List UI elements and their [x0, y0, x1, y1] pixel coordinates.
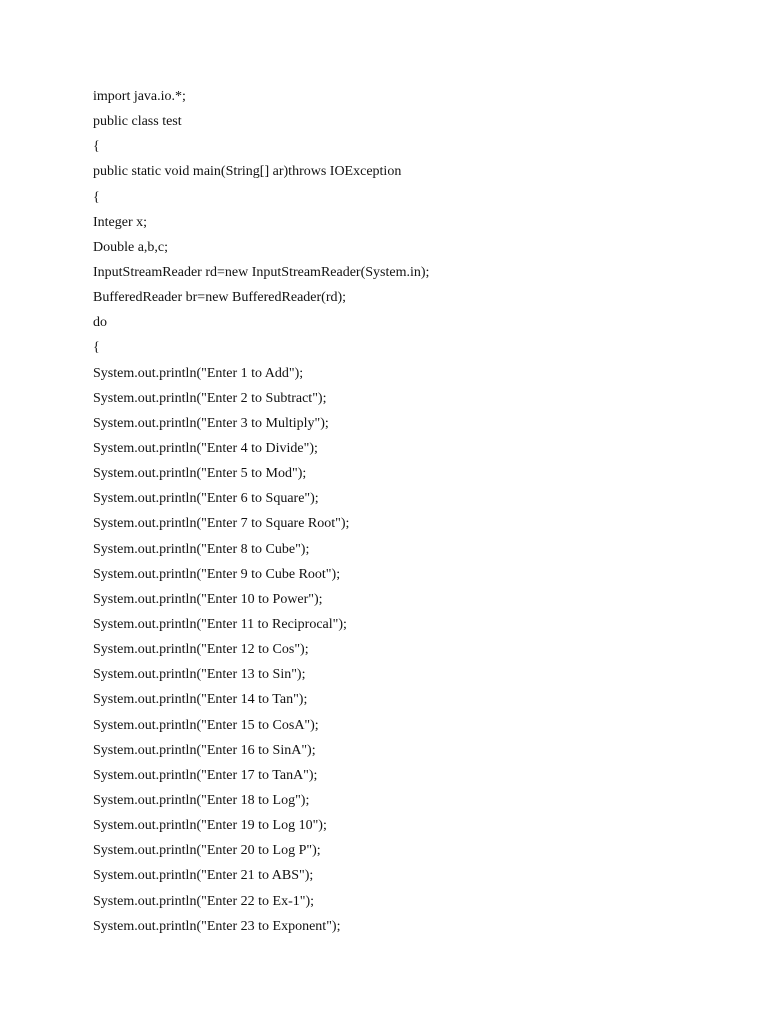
code-line: System.out.println("Enter 21 to ABS");	[93, 868, 314, 884]
code-line: System.out.println("Enter 16 to SinA");	[93, 742, 316, 758]
code-line: System.out.println("Enter 15 to CosA");	[93, 717, 319, 733]
code-line: System.out.println("Enter 22 to Ex-1");	[93, 893, 315, 909]
code-line: System.out.println("Enter 11 to Reciprocal");	[93, 616, 347, 632]
code-line: System.out.println("Enter 9 to Cube Root");	[93, 566, 341, 582]
code-line: System.out.println("Enter 18 to Log");	[93, 792, 310, 808]
code-listing	[93, 84, 429, 939]
code-line: System.out.println("Enter 2 to Subtract");	[93, 390, 327, 406]
code-line: System.out.println("Enter 12 to Cos");	[93, 642, 309, 658]
code-line: System.out.println("Enter 14 to Tan");	[93, 692, 308, 708]
code-line: System.out.println("Enter 17 to TanA");	[93, 767, 318, 783]
code-line: Integer x;	[93, 214, 148, 230]
code-line: System.out.println("Enter 7 to Square Root");	[93, 516, 350, 532]
code-line: public class test	[93, 114, 182, 130]
code-line: Double a,b,c;	[93, 239, 169, 255]
code-line: BufferedReader br=new BufferedReader(rd);	[93, 290, 347, 306]
code-line: System.out.println("Enter 13 to Sin");	[93, 667, 306, 683]
code-line: do	[93, 315, 107, 331]
code-line: System.out.println("Enter 23 to Exponent");	[93, 918, 341, 934]
code-line: System.out.println("Enter 1 to Add");	[93, 365, 304, 381]
code-line: System.out.println("Enter 3 to Multiply");	[93, 415, 329, 431]
code-line: InputStreamReader rd=new InputStreamReader(System.in);	[93, 264, 430, 280]
code-line: {	[93, 189, 100, 205]
code-line: {	[93, 340, 100, 356]
code-line: System.out.println("Enter 4 to Divide");	[93, 440, 318, 456]
code-line: System.out.println("Enter 5 to Mod");	[93, 466, 307, 482]
code-line: System.out.println("Enter 20 to Log P");	[93, 843, 321, 859]
code-line: import java.io.*;	[93, 89, 186, 104]
code-line: System.out.println("Enter 8 to Cube");	[93, 541, 310, 557]
code-line: System.out.println("Enter 6 to Square");	[93, 491, 319, 507]
code-line: System.out.println("Enter 19 to Log 10");	[93, 818, 327, 834]
code-line: public static void main(String[] ar)throws IOException	[93, 164, 402, 180]
code-line: System.out.println("Enter 10 to Power");	[93, 591, 323, 607]
code-line: {	[93, 139, 100, 155]
